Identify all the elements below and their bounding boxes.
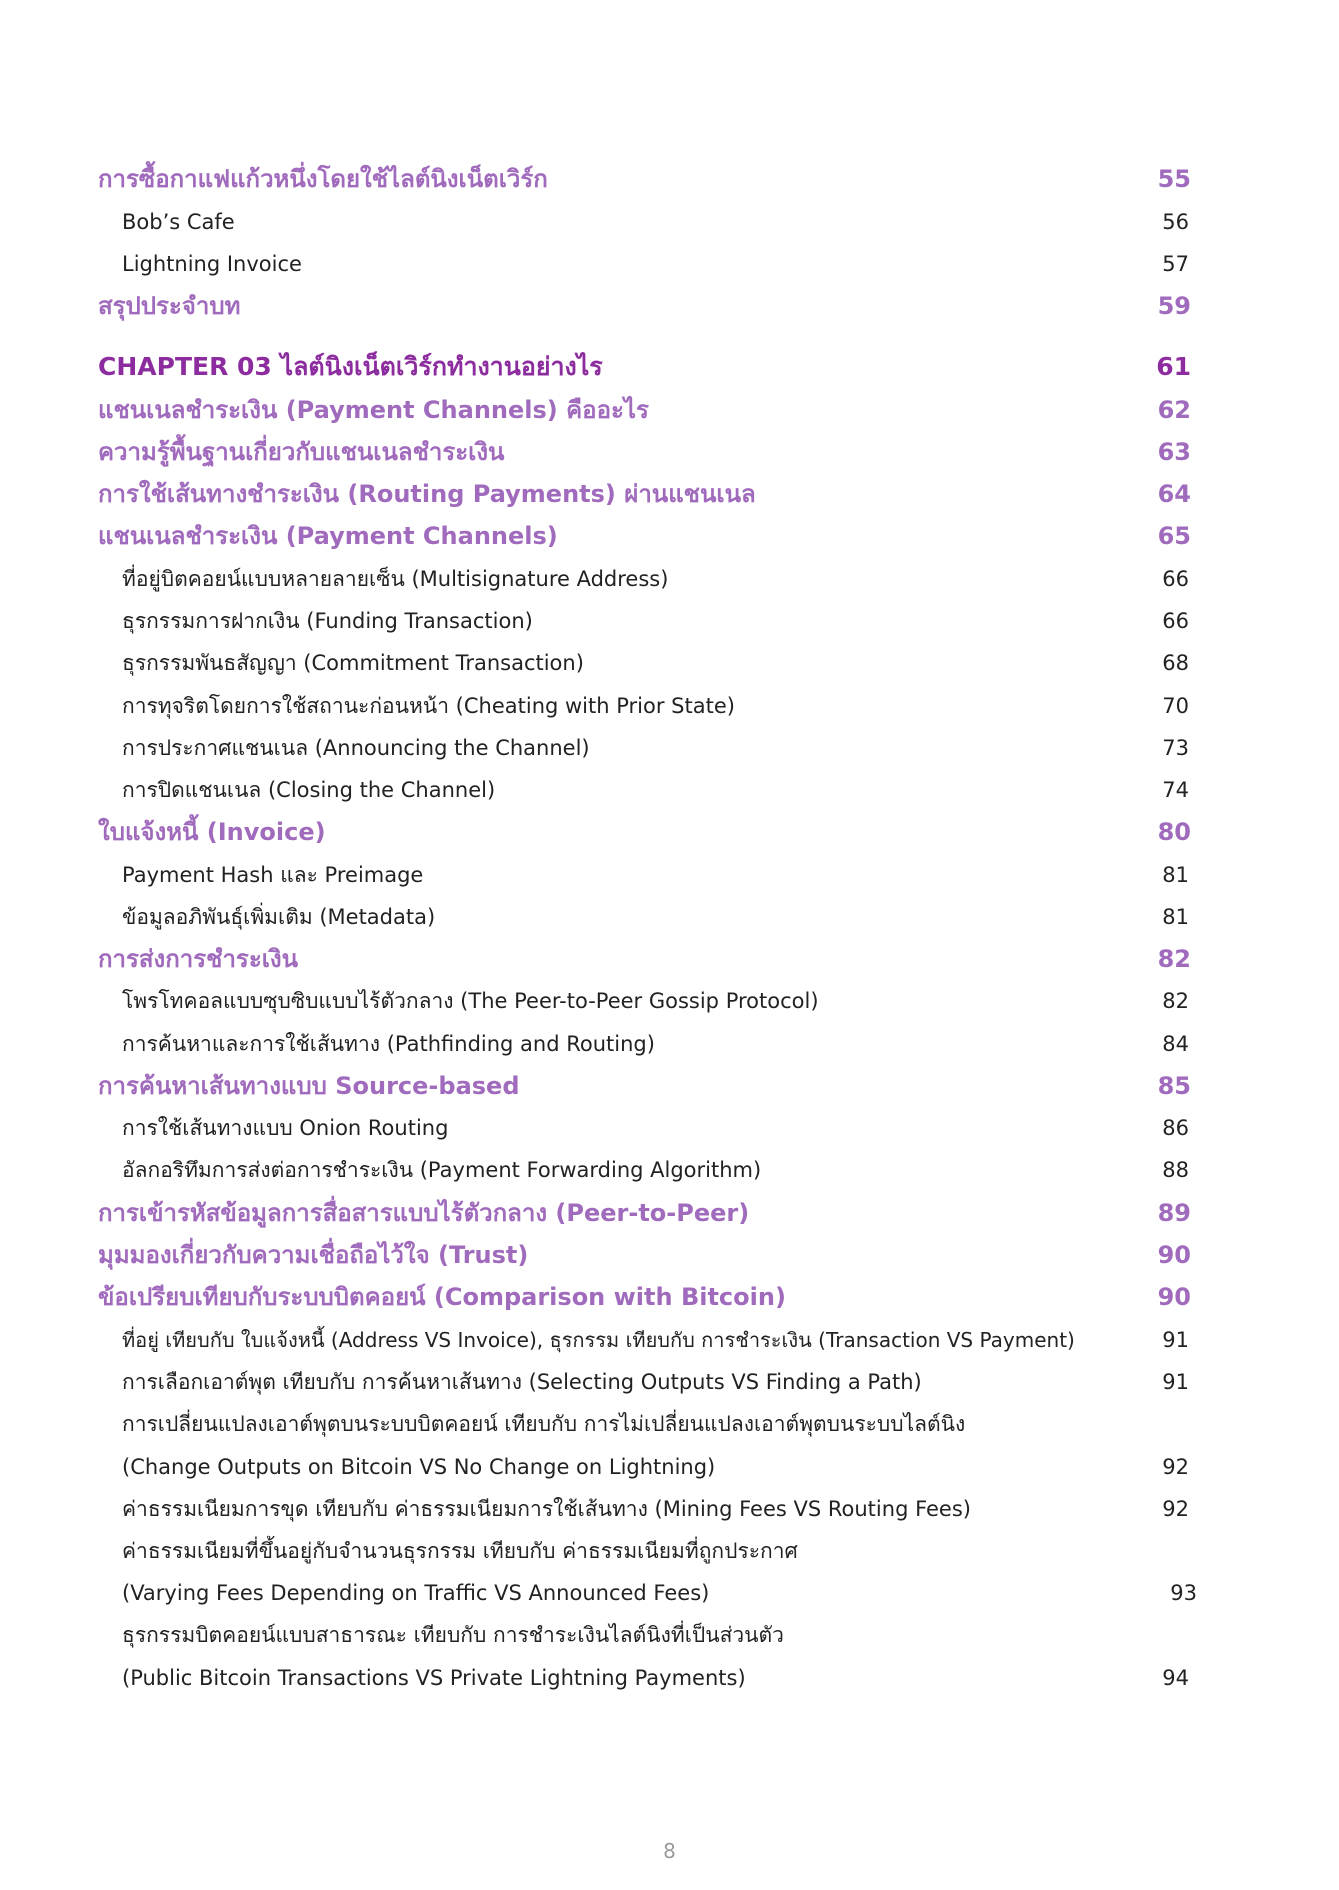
toc-entry-title: การประกาศแชนเนล (Announcing the Channel): [122, 736, 590, 760]
toc-entry: [0, 1489, 1339, 1529]
page-number: 8: [663, 1839, 676, 1863]
toc-entry: [0, 1193, 1339, 1233]
toc-entry: [0, 1024, 1339, 1064]
toc-entry-title: Bob’s Cafe: [122, 210, 235, 234]
toc-entry: [0, 516, 1339, 556]
toc-entry-page: 73: [1162, 736, 1189, 760]
toc-entry-page: 68: [1162, 651, 1189, 675]
toc-entry-title: การใช้เส้นทางแบบ Onion Routing: [122, 1116, 449, 1140]
toc-entry: [0, 1658, 1339, 1698]
toc-entry-page: 63: [1157, 438, 1191, 466]
toc-entry-page: 90: [1157, 1283, 1191, 1311]
toc-entry: [0, 1277, 1339, 1317]
toc-entry-title: อัลกอริทึมการส่งต่อการชำระเงิน (Payment Forwarding Algorithm): [122, 1158, 762, 1182]
toc-entry: [0, 939, 1339, 979]
toc-entry-page: 86: [1162, 1116, 1189, 1140]
toc-entry-title: ที่อยู่ เทียบกับ ใบแจ้งหนี้ (Address VS Invoice), ธุรกรรม เทียบกับ การชำระเงิน (Transaction VS Payment): [122, 1328, 1075, 1352]
toc-entry-page: 91: [1162, 1328, 1189, 1352]
toc-entry-page: 90: [1157, 1241, 1191, 1269]
toc-entry: [0, 686, 1339, 726]
toc-entry: [0, 897, 1339, 937]
toc-entry: [0, 159, 1339, 199]
toc-entry-title: แชนเนลชำระเงิน (Payment Channels): [98, 522, 558, 550]
toc-entry-page: 57: [1162, 252, 1189, 276]
toc-entry: [0, 1573, 1339, 1613]
toc-entry-page: 66: [1162, 567, 1189, 591]
toc-entry: [0, 286, 1339, 326]
toc-entry: [0, 390, 1339, 430]
toc-entry: [0, 981, 1339, 1021]
toc-entry-page: 62: [1157, 396, 1191, 424]
toc-entry-title: (Varying Fees Depending on Traffic VS Announced Fees): [122, 1581, 710, 1605]
toc-entry-page: 70: [1162, 694, 1189, 718]
toc-chapter-heading: [0, 347, 1339, 387]
toc-entry: [0, 1615, 1339, 1655]
toc-entry-title: ข้อเปรียบเทียบกับระบบบิตคอยน์ (Comparison with Bitcoin): [98, 1283, 786, 1311]
toc-entry-page: 82: [1157, 945, 1191, 973]
toc-entry: [0, 1108, 1339, 1148]
toc-entry-title: การปิดแชนเนล (Closing the Channel): [122, 778, 496, 802]
toc-entry-title: ธุรกรรมบิตคอยน์แบบสาธารณะ เทียบกับ การชำระเงินไลต์นิงที่เป็นส่วนตัว: [122, 1623, 784, 1647]
toc-entry-page: 81: [1162, 905, 1189, 929]
toc-entry-page: 82: [1162, 989, 1189, 1013]
toc-entry-title: สรุปประจำบท: [98, 292, 241, 320]
toc-entry-title: ข้อมูลอภิพันธุ์เพิ่มเติม (Metadata): [122, 905, 436, 929]
toc-entry-page: 81: [1162, 863, 1189, 887]
toc-entry-title: (Change Outputs on Bitcoin VS No Change on Lightning): [122, 1455, 716, 1479]
toc-entry-title: Payment Hash และ Preimage: [122, 863, 424, 887]
toc-entry-title: การส่งการชำระเงิน: [98, 945, 299, 973]
toc-entry-page: 91: [1162, 1370, 1189, 1394]
toc-entry: [0, 1362, 1339, 1402]
toc-entry: [0, 770, 1339, 810]
toc-entry-title: CHAPTER 03 ไลต์นิงเน็ตเวิร์กทำงานอย่างไร: [98, 352, 603, 381]
toc-entry-page: 66: [1162, 609, 1189, 633]
toc-entry-page: 59: [1157, 292, 1191, 320]
toc-entry-page: 80: [1157, 818, 1191, 846]
toc-entry-page: 94: [1162, 1666, 1189, 1690]
toc-entry: [0, 601, 1339, 641]
toc-entry-title: การทุจริตโดยการใช้สถานะก่อนหน้า (Cheating with Prior State): [122, 694, 735, 718]
toc-entry: [0, 1150, 1339, 1190]
toc-entry-title: ธุรกรรมพันธสัญญา (Commitment Transaction): [122, 651, 584, 675]
toc-entry: [0, 728, 1339, 768]
toc-entry-title: ที่อยู่บิตคอยน์แบบหลายลายเซ็น (Multisignature Address): [122, 567, 669, 591]
toc-entry-title: ความรู้พื้นฐานเกี่ยวกับแชนเนลชำระเงิน: [98, 438, 505, 466]
toc-entry: [0, 559, 1339, 599]
toc-entry-title: มุมมองเกี่ยวกับความเชื่อถือไว้ใจ (Trust): [98, 1241, 529, 1269]
toc-entry-page: 74: [1162, 778, 1189, 802]
toc-entry-title: การเปลี่ยนแปลงเอาต์พุตบนระบบบิตคอยน์ เทียบกับ การไม่เปลี่ยนแปลงเอาต์พุตบนระบบไลต์นิง: [122, 1412, 966, 1436]
toc-entry-title: ใบแจ้งหนี้ (Invoice): [98, 818, 326, 846]
toc-entry-page: 88: [1162, 1158, 1189, 1182]
toc-entry-page: 85: [1157, 1072, 1191, 1100]
toc-entry: [0, 1531, 1339, 1571]
toc-entry-page: 89: [1157, 1199, 1191, 1227]
toc-entry-page: 56: [1162, 210, 1189, 234]
toc-entry-title: ธุรกรรมการฝากเงิน (Funding Transaction): [122, 609, 533, 633]
toc-entry-page: 93: [1170, 1581, 1197, 1605]
toc-entry-title: โพรโทคอลแบบซุบซิบแบบไร้ตัวกลาง (The Peer-to-Peer Gossip Protocol): [122, 989, 819, 1013]
toc-entry-page: 55: [1157, 165, 1191, 193]
toc-entry: [0, 855, 1339, 895]
toc-entry: [0, 1066, 1339, 1106]
toc-entry: [0, 1320, 1339, 1360]
toc-entry: [0, 202, 1339, 242]
toc-entry-title: (Public Bitcoin Transactions VS Private Lightning Payments): [122, 1666, 746, 1690]
toc-entry-title: การเข้ารหัสข้อมูลการสื่อสารแบบไร้ตัวกลาง (Peer-to-Peer): [98, 1199, 750, 1227]
toc-entry: [0, 643, 1339, 683]
toc-entry: [0, 1447, 1339, 1487]
toc-entry-page: 92: [1162, 1497, 1189, 1521]
toc-entry-title: Lightning Invoice: [122, 252, 302, 276]
toc-entry-title: การใช้เส้นทางชำระเงิน (Routing Payments) ผ่านแชนเนล: [98, 480, 756, 508]
toc-entry-page: 92: [1162, 1455, 1189, 1479]
toc-entry-title: การซื้อกาแฟแก้วหนึ่งโดยใช้ไลต์นิงเน็ตเวิร์ก: [98, 165, 548, 193]
toc-entry: [0, 1235, 1339, 1275]
toc-entry: [0, 432, 1339, 472]
toc-entry-page: 64: [1157, 480, 1191, 508]
toc-entry-title: การค้นหาและการใช้เส้นทาง (Pathfinding and Routing): [122, 1032, 655, 1056]
toc-entry-page: 84: [1162, 1032, 1189, 1056]
toc-entry: [0, 812, 1339, 852]
toc-entry-title: การเลือกเอาต์พุต เทียบกับ การค้นหาเส้นทาง (Selecting Outputs VS Finding a Path): [122, 1370, 922, 1394]
toc-entry-title: แชนเนลชำระเงิน (Payment Channels) คืออะไร: [98, 396, 649, 424]
toc-entry-title: ค่าธรรมเนียมที่ขึ้นอยู่กับจำนวนธุรกรรม เทียบกับ ค่าธรรมเนียมที่ถูกประกาศ: [122, 1539, 798, 1563]
toc-entry-title: การค้นหาเส้นทางแบบ Source-based: [98, 1072, 520, 1100]
toc-entry-title: ค่าธรรมเนียมการขุด เทียบกับ ค่าธรรมเนียมการใช้เส้นทาง (Mining Fees VS Routing Fees): [122, 1497, 971, 1521]
toc-entry: [0, 244, 1339, 284]
toc-entry-page: 61: [1156, 352, 1191, 381]
toc-entry-page: 65: [1157, 522, 1191, 550]
toc-entry: [0, 474, 1339, 514]
toc-entry: [0, 1404, 1339, 1444]
